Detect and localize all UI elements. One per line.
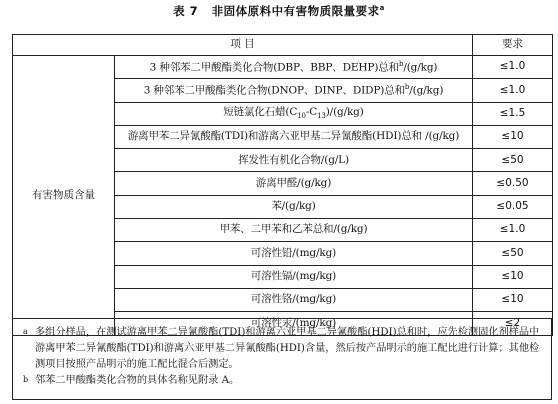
footnote-mark: a	[23, 327, 28, 336]
footnote-text: 邻苯二甲酸酯类化合物的具体名称见附录 A。	[35, 375, 240, 386]
limit-cell: ≤2	[473, 312, 553, 335]
limit-cell: ≤1.0	[473, 219, 553, 242]
limit-cell: ≤10	[473, 125, 553, 148]
footnote-b	[23, 373, 543, 389]
item-cell: 游离甲苯二异氰酸酯(TDI)和游离六亚甲基二异氰酸酯(HDI)总和 /(g/kg)	[115, 125, 473, 148]
limit-cell: ≤0.50	[473, 172, 553, 195]
item-cell: 3 种邻苯二甲酸酯类化合物(DNOP、DINP、DIDP)总和$^b$/(g/kg)	[115, 79, 473, 102]
item-cell: 游离甲醛/(g/kg)	[115, 172, 473, 195]
item-cell: 苯/(g/kg)	[115, 195, 473, 218]
limit-cell: ≤1.5	[473, 102, 553, 125]
limit-cell: ≤1.0	[473, 56, 553, 79]
requirements-table	[12, 34, 553, 336]
header-item: 项 目	[13, 35, 473, 56]
item-cell: 挥发性有机化合物/(g/L)	[115, 149, 473, 172]
limit-cell: ≤50	[473, 242, 553, 265]
table-row	[13, 56, 553, 79]
category-cell: 有害物质含量	[13, 56, 115, 336]
item-cell: 可溶性汞/(mg/kg)	[115, 312, 473, 335]
item-cell: 甲苯、二甲苯和乙苯总和/(g/kg)	[115, 219, 473, 242]
caption-title: 非固体原料中有害物质限量要求	[211, 4, 380, 18]
limit-cell: ≤1.0	[473, 79, 553, 102]
caption-footnote-mark: a	[379, 4, 385, 13]
limit-cell: ≤0.05	[473, 195, 553, 218]
limit-cell: ≤50	[473, 149, 553, 172]
item-cell: 可溶性镉/(mg/kg)	[115, 265, 473, 288]
item-cell: 3 种邻苯二甲酸酯类化合物(DBP、BBP、DEHP)总和$^b$/(g/kg)	[115, 56, 473, 79]
table-caption	[0, 3, 558, 19]
limit-cell: ≤10	[473, 265, 553, 288]
table-header-row	[13, 35, 553, 56]
table-footnotes	[12, 318, 552, 400]
header-limit: 要求	[473, 35, 553, 56]
caption-label: 表 7	[173, 4, 199, 18]
limit-cell: ≤10	[473, 288, 553, 311]
item-cell: 可溶性铬/(mg/kg)	[115, 288, 473, 311]
footnote-mark: b	[23, 375, 29, 384]
footnote-a	[23, 325, 543, 373]
item-cell: 可溶性铅/(mg/kg)	[115, 242, 473, 265]
footnote-text: 多组分样品，在测试游离甲苯二异氰酸酯(TDI)和游离六亚甲基二异氰酸酯(HDI)总和时，应先检测固化剂样品中游离甲苯二异氰酸酯(TDI)和游离六亚甲基二异氰酸酯(HDI)含量，然后按产品明示的施工配比进行计算；其他检测项目按照产品明示的施工配比混合后测定。	[35, 327, 540, 370]
item-cell: 短链氯化石蜡$(C_{10}-C_{13})/(g/kg)$	[115, 102, 473, 125]
